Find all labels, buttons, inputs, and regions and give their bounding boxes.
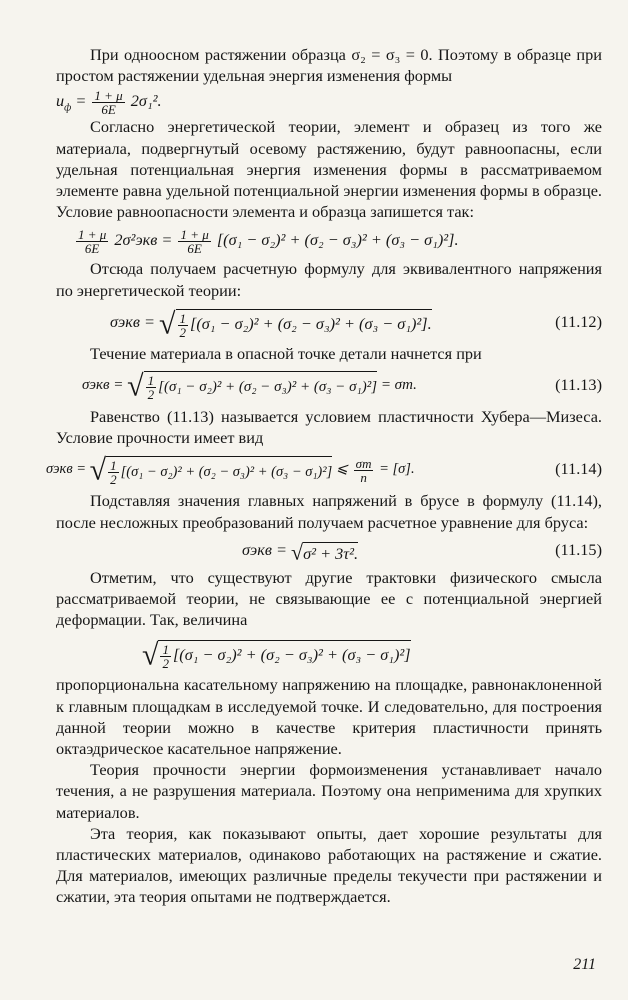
formula-lhs: 2σ²экв <box>114 230 158 250</box>
paragraph-text: Эта теория, как показывают опыты, дает хорошие результаты для пластических материалов, одинаково работающих на растяжение и сжатие. Для материалов, имеющих различные пределы текучести при растяжении и сжатии, эта теория опытами не подтверждается. <box>56 823 602 907</box>
square-root: √ $\frac{1}{2}$ [(σ₁ − σ₂)² + (σ₂ − σ₃)² + (σ₃ − σ₁)²]. <box>159 307 432 341</box>
paragraph-text: Отметим, что существуют другие трактовки физического смысла рассматриваемой теории, не связывающие ее с потенциальной энергией деформации. Так, величина <box>56 567 602 630</box>
fraction-denominator: 6E <box>101 102 116 118</box>
fraction-denominator: 6E <box>187 241 202 257</box>
formula-11-15 <box>56 533 602 567</box>
equation-number: (11.12) <box>555 311 602 331</box>
sigma-equivalent: σэкв = <box>242 539 287 559</box>
paragraph <box>56 674 602 759</box>
radical-sign-icon: √ <box>89 453 107 487</box>
radicand: [(σ₁ − σ₂)² + (σ₂ − σ₃)² + (σ₃ − σ₁)²] <box>158 379 378 396</box>
square-root <box>142 632 411 676</box>
equation-number: (11.13) <box>555 375 602 395</box>
fraction <box>92 89 124 116</box>
fraction-denominator: 2 <box>110 471 117 487</box>
paragraph-text: пропорциональна касательному напряжению на площадке, равнонаклоненной к главным площадкам в исследуемой точке. И следовательно, для построения данной теории можно в качестве критерия пластичности принять октаэдрическое касательное напряжение. <box>56 675 602 759</box>
paragraph <box>56 759 602 823</box>
square-root <box>90 449 333 491</box>
paragraph-text: Теория прочности энергии формоизменения устанавливает начало течения, а не разрушения материала. Поэтому она неприменима для хрупких материалов. <box>56 760 602 822</box>
fraction-numerator: 1 <box>110 457 117 473</box>
fraction-numerator: 1 <box>179 311 186 327</box>
radicand: [(σ₁ − σ₂)² + (σ₂ − σ₃)² + (σ₃ − σ₁)²] <box>172 645 411 665</box>
fraction-denominator: 6E <box>84 241 100 257</box>
fraction-numerator: 1 <box>147 373 155 389</box>
fraction-numerator: σт <box>355 455 372 471</box>
fraction-numerator: 1 <box>162 641 169 657</box>
fraction <box>178 228 210 255</box>
paragraph <box>56 823 602 908</box>
radicand: [(σ₁ − σ₂)² + (σ₂ − σ₃)² + (σ₃ − σ₁)²] <box>190 314 428 334</box>
paragraph-text: При одноосном растяжении образца σ₂ = σ₃ = 0. Поэтому в образце при простом растяжении удельная энергия изменения формы <box>56 45 602 86</box>
radicand: σ² + 3τ². <box>303 543 359 563</box>
page-number: 211 <box>573 956 596 973</box>
fraction <box>178 312 189 339</box>
formula-11-14 <box>46 448 602 490</box>
formula-tail: = σт. <box>380 377 417 394</box>
fraction <box>108 459 119 486</box>
formula-11-13 <box>56 364 602 406</box>
fraction <box>354 457 374 484</box>
formula-subscript: ф <box>64 102 72 114</box>
radical-sign-icon: √ <box>142 637 159 671</box>
fraction <box>146 374 157 401</box>
paragraph <box>56 343 602 364</box>
paragraph-text: Подставляя значения главных напряжений в брусе в формулу (11.14), после несложных преобразований получаем расчетное уравнение для бруса: <box>56 491 602 532</box>
fraction-denominator: n <box>360 469 367 485</box>
equation-number: (11.14) <box>555 459 602 479</box>
paragraph-text: Течение материала в опасной точке детали начнется при <box>90 343 482 363</box>
paragraph <box>56 406 602 448</box>
square-root <box>291 534 358 568</box>
paragraph <box>56 567 602 631</box>
fraction <box>76 228 108 255</box>
page-body <box>46 44 602 908</box>
formula-u-phi: $u_ф$ = $\frac{1 + \mu}{6E}$ 2σ₁². <box>56 88 162 118</box>
formula-11-12 <box>56 301 602 343</box>
radical-sign-icon: √ <box>127 369 144 403</box>
leq-sign: ⩽ <box>335 461 349 478</box>
paragraph <box>56 116 602 222</box>
paragraph <box>56 258 602 300</box>
sigma-equivalent: σэкв = <box>82 377 124 394</box>
paragraph-text: Отсюда получаем расчетную формулу для эквивалентного напряжения по энергетической теории: <box>56 259 602 300</box>
fraction-numerator: 1 + μ <box>78 227 107 243</box>
fraction <box>160 643 171 670</box>
fraction-denominator: 2 <box>179 325 186 341</box>
square-root <box>127 365 377 407</box>
formula-tail: = [σ]. <box>379 461 415 478</box>
fraction-numerator: 1 + μ <box>94 88 123 104</box>
formula-rhs: [(σ₁ − σ₂)² + (σ₂ − σ₃)² + (σ₃ − σ₁)²]. <box>216 230 459 250</box>
radicand: [(σ₁ − σ₂)² + (σ₂ − σ₃)² + (σ₃ − σ₁)²] <box>120 463 333 480</box>
equation-number: (11.15) <box>555 539 602 559</box>
radical-sign-icon: √ <box>291 539 304 565</box>
paragraph-text: Согласно энергетической теории, элемент и образец из того же материала, подвергнутый осевому растяжению, будут равноопасны, если удельная потенциальная энергия изменения формы в рассматриваемом элементе равна удельной потенциальной энергии изменения формы в образце. Условие равноопасности элемента и образца запишется так: <box>56 117 602 222</box>
paragraph-text: Равенство (11.13) называется условием пластичности Хубера—Мизеса. Условие прочности имеет вид <box>56 407 602 448</box>
formula-tail: 2σ₁². <box>130 91 162 111</box>
formula-symbol: u <box>56 91 65 111</box>
sigma-equivalent: σэкв = <box>110 311 155 331</box>
radical-sign-icon: √ <box>159 307 176 341</box>
formula-equal-danger: $\frac{1 + \mu}{6E}$ 2σ²экв = $\frac{1 + \mu}{6E}$ [(σ₁ − σ₂)² + (σ₂ − σ₃)² + (σ₃ − σ₁)²]. <box>78 227 459 257</box>
formula-octahedral <box>56 630 602 674</box>
fraction-denominator: 2 <box>147 387 155 403</box>
sigma-equivalent: σэкв = <box>46 461 87 478</box>
paragraph <box>56 44 602 86</box>
paragraph <box>56 490 602 532</box>
fraction-denominator: 2 <box>162 655 169 671</box>
fraction-numerator: 1 + μ <box>180 227 209 243</box>
